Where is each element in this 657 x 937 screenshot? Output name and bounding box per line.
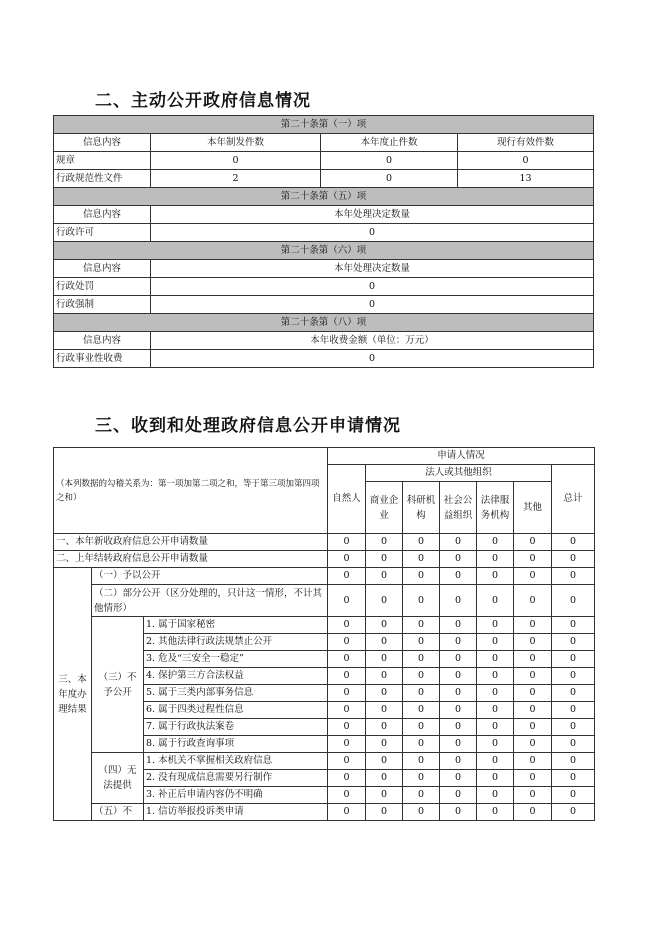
header-cell: 本年度止件数 — [321, 134, 458, 152]
value-cell: 0 — [366, 585, 403, 617]
row-label: 行政强制 — [54, 296, 151, 314]
value-cell: 0 — [440, 617, 477, 634]
value-cell: 0 — [440, 551, 477, 568]
value-cell: 0 — [477, 585, 514, 617]
value-cell: 0 — [366, 617, 403, 634]
value-cell: 0 — [403, 719, 440, 736]
value-cell: 0 — [440, 634, 477, 651]
sub-group-label: （三）不予公开 — [92, 617, 144, 753]
value-cell: 0 — [328, 753, 366, 770]
value-cell: 0 — [552, 651, 595, 668]
value-cell: 0 — [514, 753, 552, 770]
value-cell: 0 — [366, 702, 403, 719]
section2-title: 二、主动公开政府信息情况 — [95, 91, 311, 111]
value-cell: 0 — [366, 787, 403, 804]
value-cell: 0 — [477, 770, 514, 787]
row-label: 行政规范性文件 — [54, 170, 151, 188]
value-cell: 0 — [552, 551, 595, 568]
value-cell: 0 — [366, 736, 403, 753]
value-cell: 0 — [366, 551, 403, 568]
value-cell: 0 — [328, 787, 366, 804]
value-cell: 0 — [477, 551, 514, 568]
value-cell: 0 — [552, 804, 595, 821]
row-label: 4. 保护第三方合法权益 — [144, 668, 328, 685]
value-cell: 0 — [514, 702, 552, 719]
value-cell: 0 — [366, 719, 403, 736]
value-cell: 0 — [477, 668, 514, 685]
row-label: 二、上年结转政府信息公开申请数量 — [54, 551, 328, 568]
value-cell: 0 — [477, 617, 514, 634]
value-cell: 0 — [514, 804, 552, 821]
row-label: 2. 没有现成信息需要另行制作 — [144, 770, 328, 787]
row-label: 规章 — [54, 152, 151, 170]
value-cell: 0 — [552, 702, 595, 719]
value-cell: 0 — [552, 685, 595, 702]
header-cell: 本年收费金额（单位：万元） — [151, 332, 594, 350]
value-cell: 0 — [440, 719, 477, 736]
value-cell: 0 — [403, 685, 440, 702]
value-cell: 0 — [552, 617, 595, 634]
row-label: 8. 属于行政查询事项 — [144, 736, 328, 753]
value-cell: 0 — [440, 668, 477, 685]
value-cell: 0 — [403, 770, 440, 787]
value-cell: 0 — [403, 651, 440, 668]
value-cell: 0 — [366, 770, 403, 787]
header-cell: 信息内容 — [54, 134, 151, 152]
article-heading: 第二十条第（八）项 — [54, 314, 594, 332]
value-cell: 0 — [403, 585, 440, 617]
value-cell: 0 — [403, 702, 440, 719]
natural-person-header: 自然人 — [328, 465, 366, 534]
value-cell: 0 — [366, 804, 403, 821]
value-cell: 0 — [477, 634, 514, 651]
value-cell: 0 — [321, 170, 458, 188]
value-cell: 0 — [552, 770, 595, 787]
value-cell: 0 — [440, 685, 477, 702]
value-cell: 0 — [514, 534, 552, 551]
header-cell: 本年处理决定数量 — [151, 260, 594, 278]
row-label: 5. 属于三类内部事务信息 — [144, 685, 328, 702]
value-cell: 0 — [403, 787, 440, 804]
value-cell: 0 — [366, 568, 403, 585]
value-cell: 0 — [366, 685, 403, 702]
row-label: 1. 信访举报投诉类申请 — [144, 804, 328, 821]
value-cell: 0 — [514, 770, 552, 787]
value-cell: 0 — [552, 753, 595, 770]
value-cell: 0 — [440, 804, 477, 821]
group-label: 三、本年度办理结果 — [54, 568, 92, 821]
value-cell: 0 — [440, 736, 477, 753]
article-heading: 第二十条第（六）项 — [54, 242, 594, 260]
col-header: 科研机构 — [403, 482, 440, 534]
value-cell: 0 — [440, 787, 477, 804]
col-header: 社会公益组织 — [440, 482, 477, 534]
value-cell: 0 — [328, 585, 366, 617]
value-cell: 0 — [151, 152, 321, 170]
value-cell: 0 — [477, 534, 514, 551]
note-cell: （本列数据的勾稽关系为：第一项加第二项之和，等于第三项加第四项之和） — [54, 448, 328, 534]
row-label: 3. 危及“三安全一稳定” — [144, 651, 328, 668]
value-cell: 0 — [514, 685, 552, 702]
value-cell: 0 — [552, 787, 595, 804]
value-cell: 0 — [552, 534, 595, 551]
row-label: 3. 补正后申请内容仍不明确 — [144, 787, 328, 804]
proactive-disclosure-table — [53, 115, 594, 368]
value-cell: 0 — [328, 568, 366, 585]
row-label: 6. 属于四类过程性信息 — [144, 702, 328, 719]
value-cell: 0 — [514, 719, 552, 736]
value-cell: 0 — [403, 804, 440, 821]
value-cell: 0 — [477, 685, 514, 702]
col-header: 商业企业 — [366, 482, 403, 534]
header-cell: 现行有效件数 — [458, 134, 594, 152]
value-cell: 0 — [552, 668, 595, 685]
applicant-header: 申请人情况 — [328, 448, 595, 465]
value-cell: 0 — [151, 350, 594, 368]
row-refuse-1 — [54, 617, 595, 634]
value-cell: 0 — [440, 753, 477, 770]
sub-group-label: （四）无法提供 — [92, 753, 144, 804]
row-label: 1. 本机关不掌握相关政府信息 — [144, 753, 328, 770]
value-cell: 0 — [403, 568, 440, 585]
value-cell: 0 — [514, 736, 552, 753]
value-cell: 0 — [514, 634, 552, 651]
value-cell: 0 — [366, 534, 403, 551]
value-cell: 0 — [514, 617, 552, 634]
value-cell: 0 — [403, 534, 440, 551]
value-cell: 0 — [151, 224, 594, 242]
value-cell: 0 — [440, 534, 477, 551]
value-cell: 0 — [328, 617, 366, 634]
row-label: 行政处罚 — [54, 278, 151, 296]
header-cell: 本年处理决定数量 — [151, 206, 594, 224]
value-cell: 0 — [552, 719, 595, 736]
value-cell: 0 — [514, 668, 552, 685]
value-cell: 0 — [328, 668, 366, 685]
value-cell: 0 — [477, 787, 514, 804]
row-label: 行政事业性收费 — [54, 350, 151, 368]
value-cell: 0 — [477, 651, 514, 668]
value-cell: 0 — [403, 736, 440, 753]
value-cell: 0 — [328, 534, 366, 551]
value-cell: 0 — [366, 668, 403, 685]
article-heading: 第二十条第（一）项 — [54, 116, 594, 134]
value-cell: 0 — [366, 634, 403, 651]
value-cell: 0 — [403, 668, 440, 685]
total-header: 总计 — [552, 465, 595, 534]
row-label: 1. 属于国家秘密 — [144, 617, 328, 634]
row-full-disclosure — [54, 568, 595, 585]
value-cell: 0 — [477, 753, 514, 770]
value-cell: 0 — [328, 634, 366, 651]
sub-group-label: （五）不 — [92, 804, 144, 821]
application-table — [53, 447, 595, 821]
col-header: 法律服务机构 — [477, 482, 514, 534]
article-heading: 第二十条第（五）项 — [54, 188, 594, 206]
value-cell: 0 — [514, 651, 552, 668]
value-cell: 0 — [440, 770, 477, 787]
value-cell: 0 — [366, 651, 403, 668]
row-partial-disclosure — [54, 585, 595, 617]
value-cell: 0 — [477, 702, 514, 719]
value-cell: 0 — [328, 651, 366, 668]
header-cell: 本年制发件数 — [151, 134, 321, 152]
header-cell: 信息内容 — [54, 260, 151, 278]
value-cell: 0 — [514, 787, 552, 804]
value-cell: 0 — [477, 804, 514, 821]
row-label: 一、本年新收政府信息公开申请数量 — [54, 534, 328, 551]
value-cell: 0 — [514, 551, 552, 568]
value-cell: 0 — [477, 719, 514, 736]
value-cell: 0 — [440, 651, 477, 668]
value-cell: 13 — [458, 170, 594, 188]
row-label: （二）部分公开（区分处理的，只计这一情形，不计其他情形） — [92, 585, 328, 617]
value-cell: 0 — [403, 551, 440, 568]
row-label: 行政许可 — [54, 224, 151, 242]
value-cell: 0 — [552, 568, 595, 585]
row-new-applications — [54, 534, 595, 551]
legal-person-header: 法人或其他组织 — [366, 465, 552, 482]
col-header: 其他 — [514, 482, 552, 534]
row-label: 7. 属于行政执法案卷 — [144, 719, 328, 736]
value-cell: 0 — [552, 736, 595, 753]
value-cell: 0 — [477, 736, 514, 753]
value-cell: 0 — [328, 702, 366, 719]
row-label: 2. 其他法律行政法规禁止公开 — [144, 634, 328, 651]
value-cell: 0 — [328, 770, 366, 787]
value-cell: 0 — [514, 585, 552, 617]
section3-title: 三、收到和处理政府信息公开申请情况 — [95, 416, 401, 436]
value-cell: 0 — [552, 585, 595, 617]
value-cell: 0 — [366, 753, 403, 770]
value-cell: 0 — [440, 568, 477, 585]
value-cell: 0 — [328, 551, 366, 568]
row-carried-over — [54, 551, 595, 568]
value-cell: 0 — [514, 568, 552, 585]
header-cell: 信息内容 — [54, 332, 151, 350]
value-cell: 0 — [458, 152, 594, 170]
value-cell: 2 — [151, 170, 321, 188]
row-label: （一）予以公开 — [92, 568, 328, 585]
row-not-processed-1 — [54, 804, 595, 821]
value-cell: 0 — [328, 685, 366, 702]
row-unable-1 — [54, 753, 595, 770]
value-cell: 0 — [403, 753, 440, 770]
value-cell: 0 — [477, 568, 514, 585]
value-cell: 0 — [328, 719, 366, 736]
value-cell: 0 — [440, 585, 477, 617]
value-cell: 0 — [151, 296, 594, 314]
value-cell: 0 — [328, 804, 366, 821]
value-cell: 0 — [321, 152, 458, 170]
value-cell: 0 — [151, 278, 594, 296]
header-cell: 信息内容 — [54, 206, 151, 224]
value-cell: 0 — [440, 702, 477, 719]
value-cell: 0 — [403, 634, 440, 651]
value-cell: 0 — [552, 634, 595, 651]
value-cell: 0 — [328, 736, 366, 753]
value-cell: 0 — [403, 617, 440, 634]
